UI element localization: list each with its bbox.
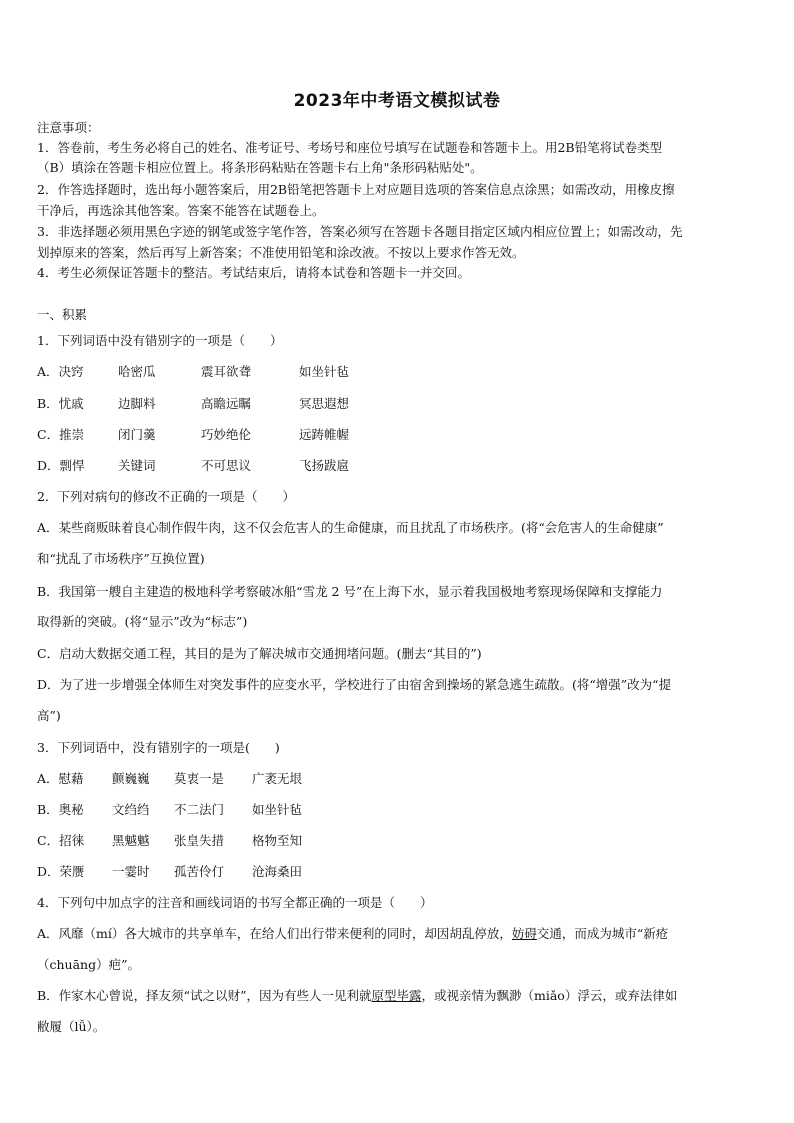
option-word: 远踌帷幄 — [299, 427, 350, 442]
notes-heading: 注意事项： — [37, 120, 100, 135]
note-4: 4．考生必须保证答题卡的整洁。考试结束后，请将本试卷和答题卡一并交回。 — [37, 265, 470, 280]
option-label: C．推崇 — [37, 427, 85, 442]
q2-option-b-line-2: 取得新的突破。(将“显示”改为“标志”) — [37, 614, 248, 629]
option-label: B．忧戚 — [37, 396, 84, 411]
q4-option-a-line-1 — [37, 926, 668, 942]
option-label: D．剽悍 — [37, 458, 85, 473]
q1-option-b — [37, 396, 349, 412]
q2-option-b-line-1: B．我国第一艘自主建造的极地科学考察破冰船“雪龙 2 号”在上海下水，显示着我国极地考察现场保障和支撑能力 — [37, 584, 663, 599]
option-word: 如坐针毡 — [299, 364, 350, 379]
question-2-stem: 2．下列对病句的修改不正确的一项是（ ） — [37, 489, 295, 504]
option-label: C．招徕 — [37, 833, 85, 848]
note-3-line-2: 划掉原来的答案，然后再写上新答案；不准使用铅笔和涂改液。不按以上要求作答无效。 — [37, 245, 525, 260]
q2-option-c: C．启动大数据交通工程，其目的是为了解决城市交通拥堵问题。(删去“其目的”) — [37, 646, 482, 661]
option-word: 不可思议 — [201, 458, 252, 473]
q1-option-a — [37, 364, 349, 380]
q2-option-d-line-2: 高”) — [37, 708, 61, 723]
option-word: 不二法门 — [174, 802, 225, 817]
option-word: 一霎时 — [112, 864, 150, 879]
option-word: 沧海桑田 — [252, 864, 303, 879]
underlined-word: 原型毕露 — [371, 988, 422, 1003]
option-word: 哈密瓜 — [118, 364, 156, 379]
q2-option-a-line-2: 和“扰乱了市场秩序”互换位置) — [37, 551, 205, 566]
page-title: 2023年中考语文模拟试卷 — [293, 91, 501, 111]
q3-option-d — [37, 864, 302, 880]
q3-option-a — [37, 771, 302, 787]
option-word: 巧妙绝伦 — [201, 427, 252, 442]
option-word: 颤巍巍 — [112, 771, 150, 786]
question-4-stem: 4．下列句中加点字的注音和画线词语的书写全都正确的一项是（ ） — [37, 895, 433, 910]
q4-option-b-line-2: 敝履（lǚ）。 — [37, 1019, 106, 1034]
note-3-line-1: 3．非选择题必须用黑色字迹的钢笔或签字笔作答，答案必须写在答题卡各题目指定区域内相应位置上；如需改动，先 — [37, 224, 683, 239]
note-1-line-1: 1．答卷前，考生务必将自己的姓名、准考证号、考场号和座位号填写在试题卷和答题卡上。用2B铅笔将试卷类型 — [37, 140, 663, 155]
option-word: 震耳欲聋 — [201, 364, 252, 379]
q1-option-d — [37, 458, 349, 474]
option-label: A．决窍 — [37, 364, 84, 379]
q4-option-b-line-1 — [37, 988, 677, 1004]
option-word: 广袤无垠 — [252, 771, 303, 786]
underlined-word: 妨碍 — [511, 926, 537, 941]
q3-option-c — [37, 833, 302, 849]
question-1-stem: 1．下列词语中没有错别字的一项是（ ） — [37, 333, 283, 348]
q2-option-d-line-1: D．为了进一步增强全体师生对突发事件的应变水平，学校进行了由宿舍到操场的紧急逃生疏散。(将“增强”改为“提 — [37, 677, 672, 692]
option-word: 边脚料 — [118, 396, 156, 411]
option-word: 文绉绉 — [112, 802, 150, 817]
option-label: A．慰藉 — [37, 771, 84, 786]
section-heading: 一、积累 — [37, 307, 88, 322]
option-word: 飞扬跋扈 — [299, 458, 350, 473]
option-word: 如坐针毡 — [252, 802, 303, 817]
option-label: D．荣赝 — [37, 864, 85, 879]
q4-a-text-cont: 交通，而成为城市“新疮 — [536, 926, 669, 941]
question-3-stem: 3．下列词语中，没有错别字的一项是( ) — [37, 740, 280, 755]
q4-b-text-cont: ，或视亲情为飘渺（miǎo）浮云，或弃法律如 — [421, 988, 678, 1003]
q2-option-a-line-1: A．某些商贩昧着良心制作假牛肉，这不仅会危害人的生命健康，而且扰乱了市场秩序。(将“会危害人的生命健康” — [37, 520, 664, 535]
option-word: 黑魆魆 — [112, 833, 150, 848]
q4-b-text: B．作家木心曾说，择友须“试之以财”，因为有些人一见利就 — [37, 988, 372, 1003]
note-2-line-2: 干净后，再选涂其他答案。答案不能答在试题卷上。 — [37, 203, 325, 218]
option-word: 闭门羹 — [118, 427, 156, 442]
q4-option-a-line-2: （chuāng）疤”。 — [37, 957, 140, 972]
option-word: 关键词 — [118, 458, 156, 473]
note-1-line-2: （B）填涂在答题卡相应位置上。将条形码粘贴在答题卡右上角"条形码粘贴处"。 — [37, 160, 483, 175]
note-2-line-1: 2．作答选择题时，选出每小题答案后，用2B铅笔把答题卡上对应题目选项的答案信息点涂黑；如需改动，用橡皮擦 — [37, 182, 675, 197]
option-label: B．奥秘 — [37, 802, 84, 817]
option-word: 莫衷一是 — [174, 771, 225, 786]
option-word: 冥思遐想 — [299, 396, 350, 411]
option-word: 格物至知 — [252, 833, 303, 848]
option-word: 孤苦伶仃 — [174, 864, 225, 879]
q4-a-text: A．风靡（mí）各大城市的共享单车，在给人们出行带来便利的同时，却因胡乱停放， — [37, 926, 512, 941]
q3-option-b — [37, 802, 302, 818]
option-word: 高瞻远瞩 — [201, 396, 252, 411]
option-word: 张皇失措 — [174, 833, 225, 848]
q1-option-c — [37, 427, 349, 443]
